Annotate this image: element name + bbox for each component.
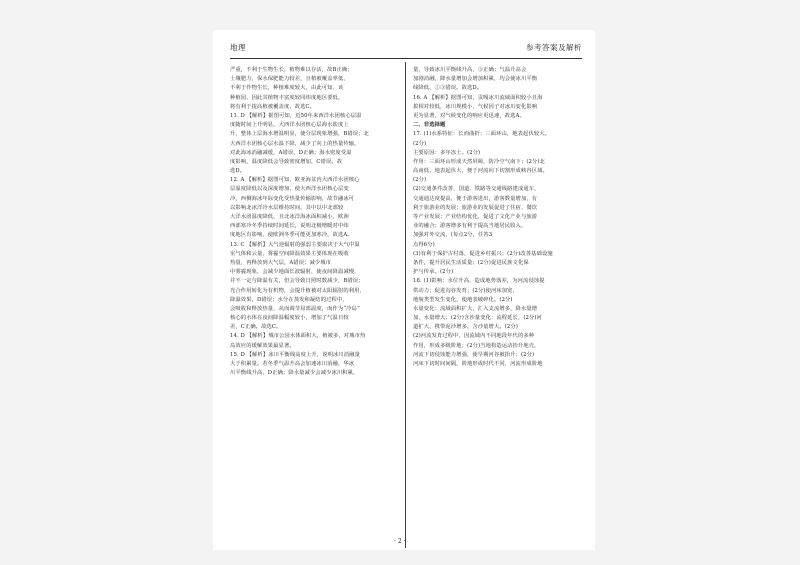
text-line: 13. C 【解析】大气逆辐射的强弱主要取决于大气中温 [230, 241, 360, 248]
text-line: 条件，提升居民生活质量；(2分)促进民族文化保 [413, 259, 529, 266]
text-line: 选D。 [230, 168, 246, 175]
text-line: (2)交通条件改善，国道、铁路等交通线路建成通车， [413, 186, 540, 193]
text-line: 中雾霾现象，会减少地面长波辐射，使夜间降温减慢， [230, 269, 360, 276]
text-line: 点得6分) [413, 241, 435, 248]
text-line: 18. (1)影响：水位升高，造成地势落差，为河流侵蚀提 [413, 278, 545, 285]
text-line: 度影响，温度降低会导致密度增加，C错误。故 [230, 158, 343, 165]
text-line: 河床下切时间间隔，阶地形成时代不同，河流形成阶地 [413, 361, 543, 367]
text-line: 对此海冰消融减缓，A错误，D正确；海水密度受温 [230, 149, 352, 156]
text-line: 地貌类型发生变化，使地表破碎化。(2分) [413, 296, 513, 303]
text-line: 光合作用转化为有机物，会提升植被对太阳辐射的利用， [230, 287, 365, 294]
text-line: 高南低，地表起伏大，便于河流向下切割形成峡谷区域。 [413, 168, 548, 175]
text-line: 量，导致冰川平衡线升高，③正确；气温升高会 [413, 67, 527, 73]
page-header [230, 42, 582, 58]
text-line: 加剧消融，降水量增加会增加积累，均会使冰川平衡 [413, 76, 538, 83]
text-line: 15. D 【解析】冰川平衡线高度上升，说明冰川消融量 [230, 351, 360, 358]
text-line: 大西洋水团核心层水温下降，减少了向上的热量传输， [230, 140, 360, 147]
text-line: 种植园，因此其植物丰富度较同纬度地区要低， [230, 94, 344, 101]
text-line: 线降低，②③错误。故选D。 [413, 85, 483, 92]
column-divider [405, 62, 406, 548]
text-line: 作用：三面环山形成天然屏障，防冷空气南下；(2分)北 [413, 158, 545, 165]
text-line: 14. D 【解析】城市公园水体面积大，植被多，对城市热 [230, 333, 366, 340]
text-line: 主要原因：多年冻土。(2分) [413, 149, 481, 156]
left-column [230, 66, 402, 378]
text-line: 护与传承。(2分) [413, 269, 454, 276]
text-line: 12. A 【解析】据图可知，欧亚海盆内大西洋水团核心 [230, 177, 360, 184]
right-column [413, 66, 585, 369]
text-line: 川平衡线升高，D正确；降水量减少会减少冰川积累， [230, 370, 359, 377]
text-line: 加强对外交流，(每点2分，任答3 [413, 232, 493, 239]
page-number: · 2 · [394, 538, 406, 545]
text-line: 降温效果，D错误；水分在蒸发和凝结的过程中， [230, 296, 348, 303]
text-line: 11. D 【解析】据图可知，近50年来西洋水团核心层温 [230, 112, 362, 119]
text-line: 度地区有影响，使欧洲冬季可能更加寒冷，故选A。 [230, 232, 353, 239]
text-line: 17. (1)水系特征：长而曲折；三面环山，地表起伏较大。 [413, 131, 551, 138]
text-line: 16. A 【解析】据图可知，贡嘎冰川流域面积较小且海 [413, 94, 543, 101]
text-line: 加，水量增大；(2分)含沙量变化：流程延长，(2分)河 [413, 315, 542, 322]
text-line: 河流下切侵蚀能力增强，使早期河谷被抬升；(2分) [413, 351, 535, 358]
text-line: 二、非选择题 [413, 122, 446, 129]
text-line: 土壤肥力，保水保肥能力较差，且植被覆盖率低， [230, 76, 349, 83]
text-line: (2分) [413, 140, 427, 147]
text-line: (2分) [413, 177, 427, 184]
text-line: 会吸收和释放热量，从而调节局部温度，而作为“冷岛” [230, 305, 360, 312]
text-line: 利于旅游业的发展；旅游业的发展促进了住宿、餐饮 [413, 204, 538, 211]
text-line: 度随时间上升明显，大西洋水团核心层海水盐度上 [230, 122, 349, 129]
text-line: 室气体和云量，雾霾空间降温效果主要体现在吸收 [230, 250, 349, 257]
text-line: 水量变化：流域面积扩大，汇入支流增多，降水量增 [413, 305, 538, 312]
text-line: 等产业发展；产业结构优化，促进了文化产业与旅游 [413, 214, 538, 220]
text-line: 核心的水体在夜间降温幅度较小，增加了气温日较 [230, 315, 349, 322]
text-line: 更为显著，对气候变化的响应更迅速，故选A。 [413, 112, 525, 119]
header-rule [230, 58, 582, 59]
text-line: (2)河流发育过程中，因流域内不同地段年代的多种 [413, 333, 535, 340]
text-line: 将有利于提高植被覆盖度，故选C。 [230, 103, 316, 110]
section-title: 参考答案及解析 [526, 43, 582, 52]
text-line: 差，C正确。故选C。 [230, 324, 282, 331]
text-line: 拔相对较低，冰川规模小，气候因子对冰川变化影响 [413, 103, 538, 110]
text-line: 严重，不利于生物生长，植物难以存活，故B正确； [230, 67, 353, 73]
text-line: 并不一定与降温有关，但会导致日照时数减少，B错误； [230, 278, 364, 285]
text-line: 冷，西侧海冰年际变化受热量传输影响，故节融冰可 [230, 195, 355, 202]
text-line: 业的融合；游客增多有利于提高当地居民收入， [413, 223, 527, 230]
text-line: 大于积累量。若冬季气温升高会加速冰川消融，华冰 [230, 361, 355, 367]
text-line: 道扩大，携带泥沙增多，含沙量增大。(2分) [413, 324, 518, 331]
text-line: 以影响北冰洋冷水层维持时间，其中以中北部较 [230, 204, 344, 211]
text-line: 不利于作物生长，种植难度较大，由此可知，该 [230, 85, 344, 92]
text-line: 作用，形成多级阶地；(2分)当地构造运动抬升地壳， [413, 342, 540, 349]
text-line: (3)有利于保护古村落，促进乡村振兴；(2分)改善基础设施 [413, 250, 553, 257]
text-line: 交通通达度提高，便于游客进出，游客数量增加，有 [413, 195, 538, 202]
text-line: 西部寒冷冬季持续时间延长，说明北极增暖对中纬 [230, 223, 349, 230]
text-line: 热量，再释放到大气层，A错误；减少城市 [230, 259, 332, 266]
text-line: 岛效应的缓解效果最显著。 [230, 342, 295, 349]
text-line: 升，整体上层海水增温明显，使分层现象增强，B错误；北 [230, 131, 369, 138]
subject-title: 地理 [230, 43, 246, 52]
text-line: 大洋水团温度降低，且北冰洋海冰面积减小，欧洲 [230, 214, 349, 220]
text-line: 供动力；促进沟谷发育；(2分)使河床加宽， [413, 287, 518, 294]
text-line: 层温度降低以及深度增加，使大西洋水团核心层变 [230, 186, 349, 193]
